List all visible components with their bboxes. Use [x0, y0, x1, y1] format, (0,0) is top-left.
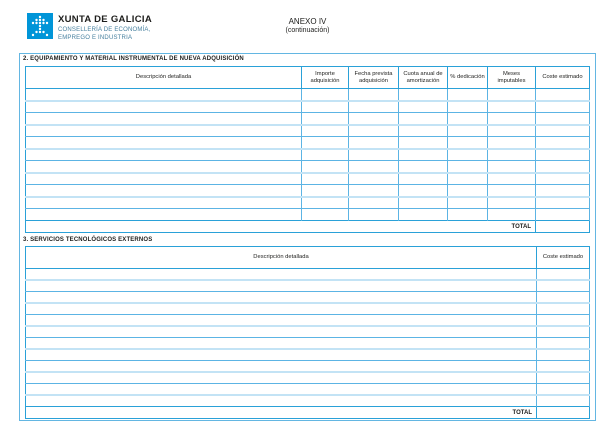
- equipment-table: [25, 66, 590, 233]
- equipment-table-header-row: [26, 67, 590, 89]
- table-row: [26, 173, 590, 185]
- table-row: [26, 113, 590, 125]
- page-title: ANEXO IV: [288, 17, 327, 26]
- department-line1: CONSELLERÍA DE ECONOMÍA,: [58, 27, 151, 33]
- table-row: [26, 395, 590, 407]
- table-row: [26, 315, 590, 327]
- col-header-coste: Coste estimado: [537, 247, 590, 269]
- page-subtitle: (continuación): [285, 27, 330, 34]
- table-row: [26, 197, 590, 209]
- table-row: [26, 384, 590, 396]
- department-line2: EMPREGO E INDUSTRIA: [58, 34, 133, 41]
- total-label: TOTAL: [26, 221, 536, 233]
- table-row: [26, 372, 590, 384]
- table-row: [26, 137, 590, 149]
- section-2-title: 2. EQUIPAMIENTO Y MATERIAL INSTRUMENTAL DE NUEVA ADQUISICIÓN: [23, 56, 244, 62]
- table-row: [26, 161, 590, 173]
- table-row: [26, 280, 590, 292]
- col-header-descripcion: Descripción detallada: [26, 67, 302, 89]
- table-row: [26, 303, 590, 315]
- services-table: [25, 246, 590, 419]
- table-row: [26, 209, 590, 221]
- equipment-total-row: [26, 221, 590, 233]
- brand-wordmark: XUNTA DE GALICIA: [58, 14, 152, 25]
- table-row: [26, 185, 590, 197]
- col-header-cuota: Cuota anual de amortización: [399, 67, 448, 89]
- total-label: TOTAL: [26, 407, 537, 419]
- table-row: [26, 349, 590, 361]
- table-row: [26, 125, 590, 137]
- services-total-row: [26, 407, 590, 419]
- col-header-importe: Importe adquisición: [302, 67, 349, 89]
- table-row: [26, 361, 590, 373]
- table-row: [26, 149, 590, 161]
- table-row: [26, 326, 590, 338]
- document-title-block: [0, 17, 615, 34]
- col-header-coste: Coste estimado: [536, 67, 590, 89]
- table-row: [26, 89, 590, 101]
- total-value-cell: [536, 221, 590, 233]
- table-row: [26, 292, 590, 304]
- col-header-fecha: Fecha prevista adquisición: [349, 67, 399, 89]
- col-header-descripcion: Descripción detallada: [26, 247, 537, 269]
- services-table-header-row: [26, 247, 590, 269]
- table-row: [26, 338, 590, 350]
- col-header-dedicacion: % dedicación: [448, 67, 488, 89]
- total-value-cell: [537, 407, 590, 419]
- col-header-meses: Meses imputables: [488, 67, 536, 89]
- table-row: [26, 101, 590, 113]
- table-row: [26, 269, 590, 281]
- section-3-title: 3. SERVICIOS TECNOLÓGICOS EXTERNOS: [23, 237, 153, 243]
